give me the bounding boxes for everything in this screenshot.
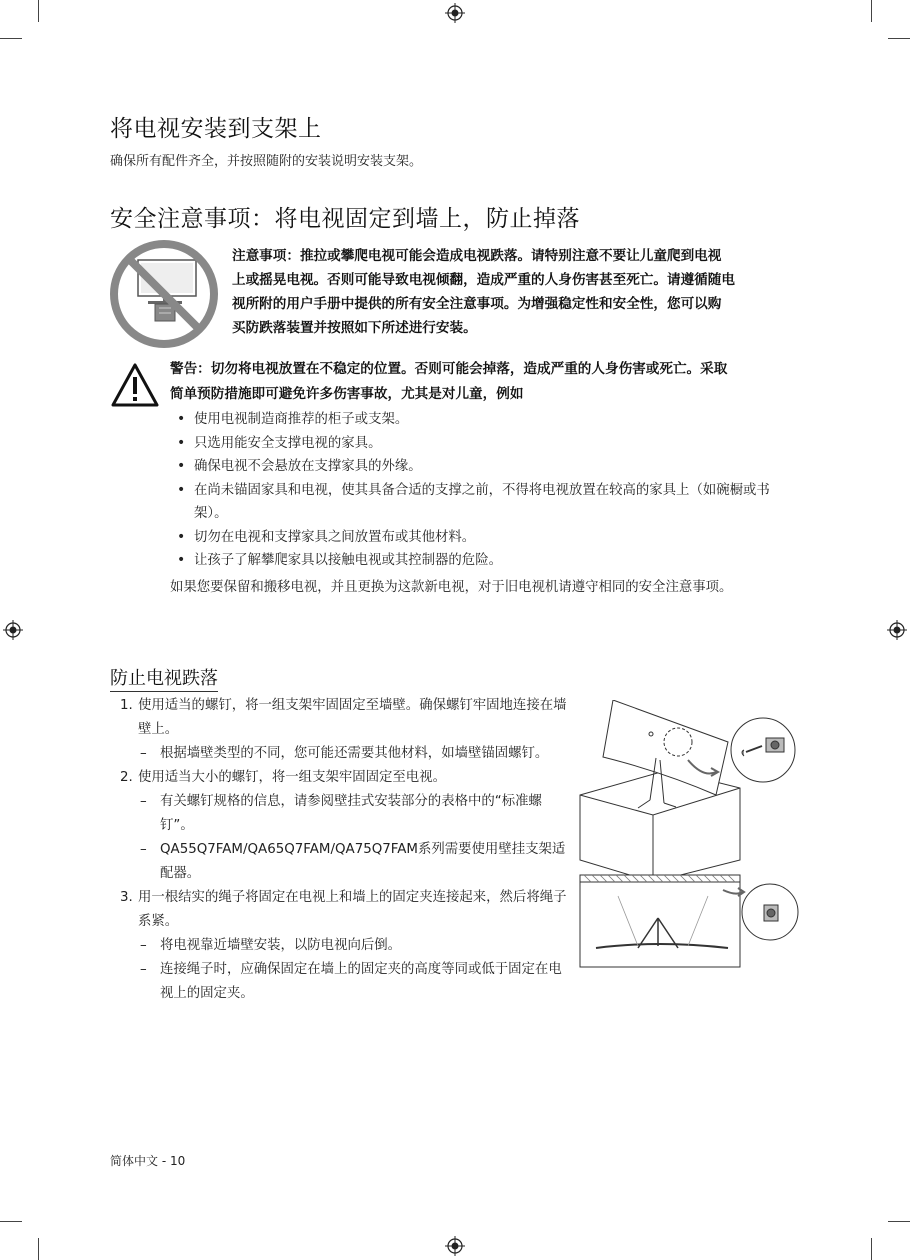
crop-mark bbox=[38, 0, 39, 22]
crop-mark bbox=[871, 0, 872, 22]
list-item: • 只选用能安全支撑电视的家具。 bbox=[177, 434, 382, 451]
caution-line: 注意事项：推拉或攀爬电视可能会造成电视跌落。请特别注意不要让儿童爬到电视 bbox=[232, 248, 722, 264]
step-subitem: – 将电视靠近墙壁安装，以防电视向后倒。 bbox=[140, 938, 402, 953]
list-item: • 确保电视不会悬放在支撑家具的外缘。 bbox=[177, 458, 422, 474]
caution-line: 买防跌落装置并按照如下所述进行安装。 bbox=[232, 320, 477, 336]
warning-line: 简单预防措施即可避免许多伤害事故，尤其是对儿童，例如 bbox=[170, 386, 524, 402]
no-climbing-tv-icon bbox=[108, 238, 220, 350]
warning-triangle-icon bbox=[110, 362, 160, 408]
safety-bullet-list bbox=[170, 408, 790, 573]
list-item: • 切勿在电视和支撑家具之间放置布或其他材料。 bbox=[177, 528, 476, 545]
step-subitem: – 连接绳子时，应确保固定在墙上的固定夹的高度等同或低于固定在电视上的固定夹。 bbox=[140, 962, 562, 1001]
registration-mark-icon bbox=[887, 620, 907, 640]
step-item: 1. 使用适当的螺钉，将一组支架牢固固定至墙壁。确保螺钉牢固地连接在墙壁上。 bbox=[120, 698, 567, 737]
crop-mark bbox=[871, 1238, 872, 1260]
step-subitem: – 有关螺钉规格的信息，请参阅壁挂式安装部分的表格中的“标准螺钉”。 bbox=[140, 794, 542, 833]
crop-mark bbox=[0, 38, 22, 39]
list-item: • 让孩子了解攀爬家具以接触电视或其控制器的危险。 bbox=[177, 552, 502, 568]
registration-mark-icon bbox=[3, 620, 23, 640]
step-item: 2. 使用适当大小的螺钉，将一组支架牢固固定至电视。 bbox=[120, 770, 446, 785]
registration-mark-icon bbox=[445, 3, 465, 23]
crop-mark bbox=[0, 1221, 22, 1222]
caution-paragraph bbox=[232, 244, 792, 340]
section-title-prevent-fall: 防止电视跌落 bbox=[110, 664, 218, 692]
crop-mark bbox=[38, 1238, 39, 1260]
tv-wall-anchor-illustration bbox=[578, 700, 800, 972]
warning-paragraph bbox=[170, 357, 800, 407]
step-item: 3. 用一根结实的绳子将固定在电视上和墙上的固定夹连接起来，然后将绳子系紧。 bbox=[120, 890, 567, 929]
safety-note: 如果您要保留和搬移电视，并且更换为这款新电视，对于旧电视机请遵守相同的安全注意事项。 bbox=[170, 580, 733, 595]
crop-mark bbox=[888, 38, 910, 39]
page-footer: 简体中文 - 10 bbox=[110, 1154, 186, 1168]
registration-mark-icon bbox=[445, 1236, 465, 1256]
step-subitem: – 根据墙壁类型的不同，您可能还需要其他材料，如墙壁锚固螺钉。 bbox=[140, 746, 549, 761]
caution-line: 上或摇晃电视。否则可能导致电视倾翻，造成严重的人身伤害甚至死亡。请遵循随电 bbox=[232, 272, 735, 288]
section-body-install-stand: 确保所有配件齐全，并按照随附的安装说明安装支架。 bbox=[110, 154, 423, 169]
list-item: • 在尚未锚固家具和电视，使其具备合适的支撑之前，不得将电视放置在较高的家具上（如碗橱或书架）。 bbox=[177, 481, 770, 521]
section-title-safety: 安全注意事项：将电视固定到墙上，防止掉落 bbox=[110, 206, 580, 232]
caution-line: 视所附的用户手册中提供的所有安全注意事项。为增强稳定性和安全性，您可以购 bbox=[232, 296, 722, 312]
warning-line: 警告：切勿将电视放置在不稳定的位置。否则可能会掉落，造成严重的人身伤害或死亡。采取 bbox=[170, 361, 728, 377]
crop-mark bbox=[888, 1221, 910, 1222]
step-subitem: – QA55Q7FAM/QA65Q7FAM/QA75Q7FAM系列需要使用壁挂支架适配器。 bbox=[140, 842, 566, 881]
list-item: • 使用电视制造商推荐的柜子或支架。 bbox=[177, 411, 409, 427]
prevent-fall-steps bbox=[110, 694, 570, 1006]
section-title-install-stand: 将电视安装到支架上 bbox=[110, 116, 322, 142]
